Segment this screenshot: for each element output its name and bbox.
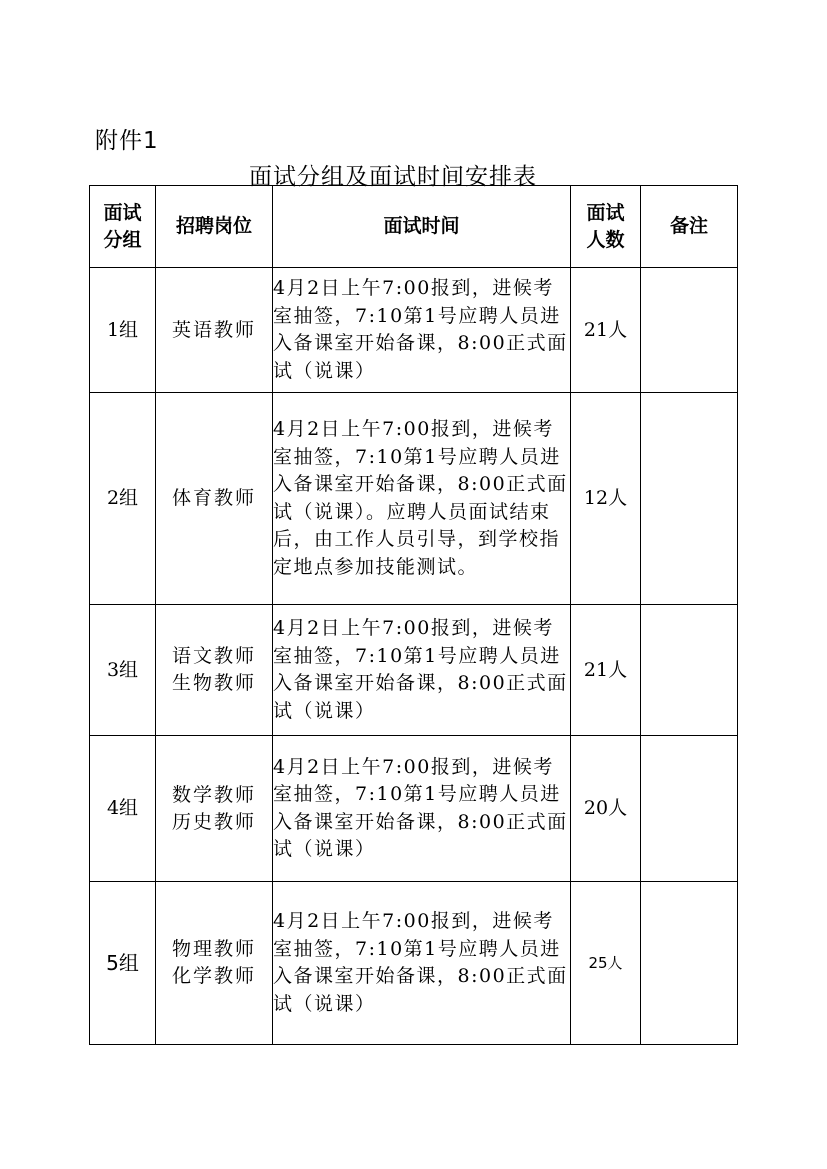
remark-cell bbox=[641, 605, 738, 736]
header-group-line-2: 分组 bbox=[103, 228, 142, 251]
time-cell: 4月2日上午7:00报到，进候考室抽签，7:10第1号应聘人员进入备课室开始备课，8:00正式面试（说课） bbox=[273, 605, 571, 736]
header-time: 面试时间 bbox=[273, 186, 571, 268]
remark-cell bbox=[641, 882, 738, 1045]
count-cell: 25人 bbox=[571, 882, 641, 1045]
page-title: 面试分组及面试时间安排表 bbox=[249, 164, 537, 190]
group-cell: 4组 bbox=[90, 736, 156, 882]
group-cell: 5组 bbox=[90, 882, 156, 1045]
count-cell: 21人 bbox=[571, 605, 641, 736]
header-group-line-1: 面试 bbox=[103, 201, 142, 224]
remark-cell bbox=[641, 268, 738, 393]
post-name: 历史教师 bbox=[171, 810, 256, 833]
time-cell: 4月2日上午7:00报到，进候考室抽签，7:10第1号应聘人员进入备课室开始备课，8:00正式面试（说课） bbox=[273, 736, 571, 882]
schedule-table bbox=[89, 185, 738, 1045]
post-name: 语文教师 bbox=[171, 645, 256, 667]
header-row bbox=[90, 186, 738, 268]
count-cell: 12人 bbox=[571, 393, 641, 605]
post-cell bbox=[156, 736, 273, 882]
post-cell bbox=[156, 393, 273, 605]
time-cell: 4月2日上午7:00报到，进候考室抽签，7:10第1号应聘人员进入备课室开始备课，8:00正式面试（说课） bbox=[273, 882, 571, 1045]
post-name: 英语教师 bbox=[171, 318, 256, 341]
post-name: 生物教师 bbox=[171, 672, 256, 694]
group-cell: 2组 bbox=[90, 393, 156, 605]
table-row bbox=[90, 736, 738, 882]
count-cell: 21人 bbox=[571, 268, 641, 393]
header-post: 招聘岗位 bbox=[156, 186, 273, 268]
table-row bbox=[90, 605, 738, 736]
group-cell: 1组 bbox=[90, 268, 156, 393]
time-cell: 4月2日上午7:00报到，进候考室抽签，7:10第1号应聘人员进入备课室开始备课，8:00正式面试（说课） bbox=[273, 268, 571, 393]
group-cell: 3组 bbox=[90, 605, 156, 736]
header-remark: 备注 bbox=[641, 186, 738, 268]
header-count bbox=[571, 186, 641, 268]
post-name: 物理教师 bbox=[171, 938, 256, 960]
remark-cell bbox=[641, 736, 738, 882]
table-row bbox=[90, 393, 738, 605]
post-cell bbox=[156, 268, 273, 393]
count-cell: 20人 bbox=[571, 736, 641, 882]
post-cell bbox=[156, 882, 273, 1045]
table-row bbox=[90, 268, 738, 393]
post-cell bbox=[156, 605, 273, 736]
header-group bbox=[90, 186, 156, 268]
remark-cell bbox=[641, 393, 738, 605]
table-row bbox=[90, 882, 738, 1045]
attachment-label: 附件1 bbox=[95, 128, 159, 154]
post-name: 化学教师 bbox=[171, 965, 256, 987]
header-count-line-1: 面试 bbox=[586, 201, 625, 224]
time-cell: 4月2日上午7:00报到，进候考室抽签，7:10第1号应聘人员进入备课室开始备课，8:00正式面试（说课）。应聘人员面试结束后，由工作人员引导，到学校指定地点参加技能测试。 bbox=[273, 393, 571, 605]
post-name: 数学教师 bbox=[171, 783, 256, 806]
post-name: 体育教师 bbox=[171, 487, 256, 509]
header-count-line-2: 人数 bbox=[586, 228, 625, 251]
